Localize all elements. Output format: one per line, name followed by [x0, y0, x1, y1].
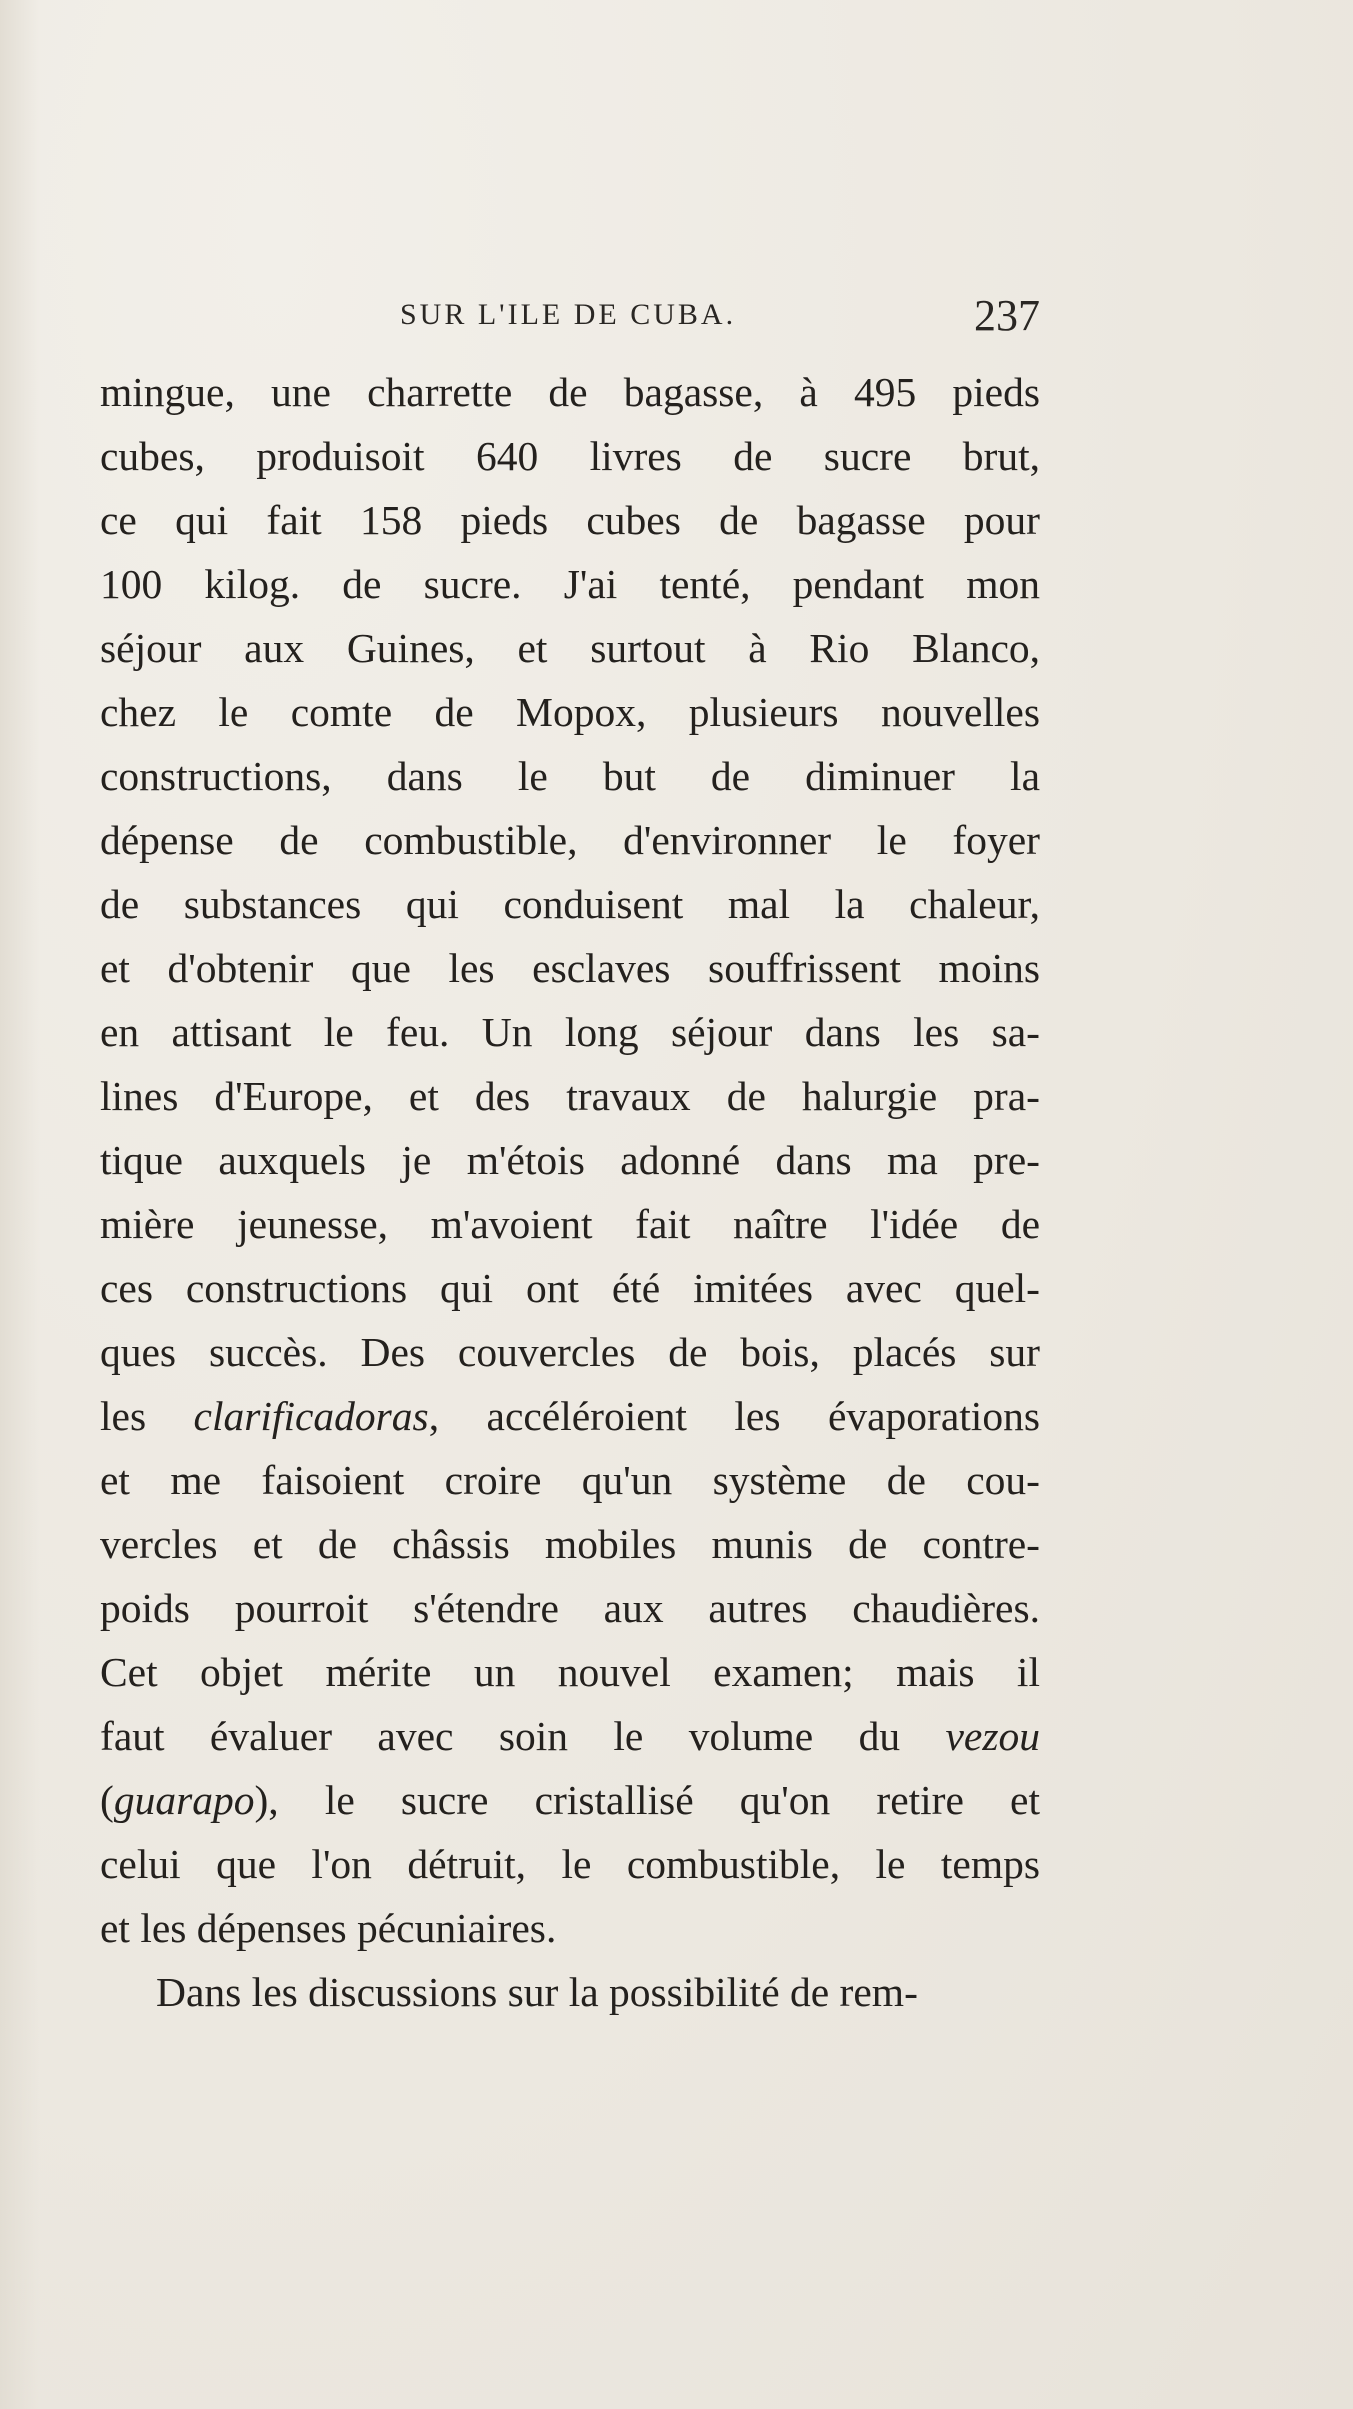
text-line: cubes, produisoit 640 livres de sucre brut, [100, 433, 1040, 479]
page-gutter-shadow [0, 0, 40, 2409]
paragraph-end-line: et les dépenses pécuniaires. [100, 1905, 557, 1951]
text-line: mière jeunesse, m'avoient fait naître l'idée de [100, 1201, 1040, 1247]
text-line: vercles et de châssis mobiles munis de contre- [100, 1521, 1040, 1567]
text-line-with-italic [100, 1768, 1040, 1832]
page-header [100, 290, 1040, 350]
text-line: ques succès. Des couvercles de bois, placés sur [100, 1329, 1040, 1375]
body-text [100, 360, 1040, 2024]
text-line: mingue, une charrette de bagasse, à 495 pieds [100, 369, 1040, 415]
text-line: lines d'Europe, et des travaux de halurgie pra- [100, 1073, 1040, 1119]
text-line: chez le comte de Mopox, plusieurs nouvelles [100, 689, 1040, 735]
paragraph-start-line: Dans les discussions sur la possibilité de rem- [156, 1969, 918, 2015]
text-line: tique auxquels je m'étois adonné dans ma pre- [100, 1137, 1040, 1183]
text-line: constructions, dans le but de diminuer la [100, 753, 1040, 799]
text-line: en attisant le feu. Un long séjour dans les sa- [100, 1009, 1040, 1055]
text-line: ce qui fait 158 pieds cubes de bagasse pour [100, 497, 1040, 543]
text-line: et d'obtenir que les esclaves souffrissent moins [100, 945, 1040, 991]
italic-term-vezou: vezou [945, 1713, 1040, 1759]
text-line-with-italic [100, 1384, 1040, 1448]
line-text-segment: les [100, 1393, 194, 1439]
text-line: celui que l'on détruit, le combustible, le temps [100, 1841, 1040, 1887]
italic-term-clarificadoras: clarificadoras [193, 1393, 429, 1439]
text-line: poids pourroit s'étendre aux autres chaudières. [100, 1585, 1040, 1631]
text-line: ces constructions qui ont été imitées avec quel- [100, 1265, 1040, 1311]
text-line: de substances qui conduisent mal la chaleur, [100, 881, 1040, 927]
line-text-segment: faut évaluer avec soin le volume du [100, 1713, 946, 1759]
line-text-segment: ), le sucre cristallisé qu'on retire et [254, 1777, 1040, 1823]
text-line: et me faisoient croire qu'un système de cou- [100, 1457, 1040, 1503]
text-line: 100 kilog. de sucre. J'ai tenté, pendant mon [100, 561, 1040, 607]
line-text-segment: , accéléroient les évaporations [428, 1393, 1040, 1439]
text-line: Cet objet mérite un nouvel examen; mais il [100, 1649, 1040, 1695]
text-line: séjour aux Guines, et surtout à Rio Blanco, [100, 625, 1040, 671]
italic-term-guarapo: guarapo [113, 1777, 255, 1823]
line-text-segment: ( [100, 1777, 114, 1823]
text-line-with-italic [100, 1704, 1040, 1768]
running-head: SUR L'ILE DE CUBA. [400, 298, 737, 331]
page-number: 237 [974, 291, 1040, 340]
text-line: dépense de combustible, d'environner le foyer [100, 817, 1040, 863]
